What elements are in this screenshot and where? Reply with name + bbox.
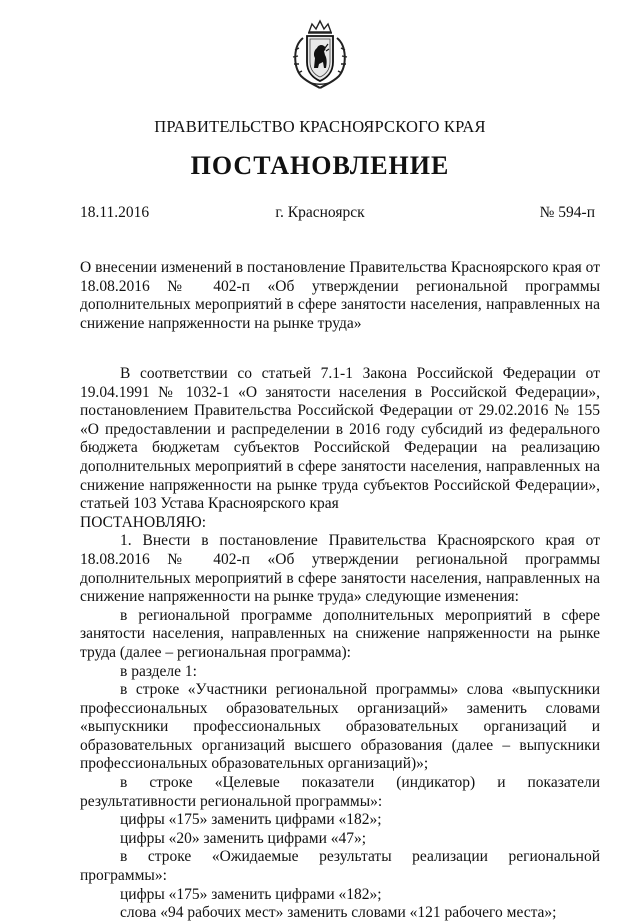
- krasnoyarsk-coat-of-arms-icon: [289, 18, 351, 92]
- body-paragraph: цифры «20» заменить цифрами «47»;: [120, 829, 367, 847]
- body-paragraph: в строке «Участники региональной программы» слова «выпускники профессиональных образовательных организаций» заменить словами «выпускники профессиональных образовательных организаций и образовательных организаций высшего образования (далее – выпускники профессиональных образовательных организаций)»;: [80, 681, 600, 773]
- body-paragraph: в разделе 1:: [120, 662, 197, 680]
- body-paragraph: в строке «Целевые показатели (индикатор) и показатели результативности региональной программы»:: [80, 774, 600, 810]
- document-type-title: ПОСТАНОВЛЕНИЕ: [190, 151, 450, 180]
- government-title: ПРАВИТЕЛЬСТВО КРАСНОЯРСКОГО КРАЯ: [154, 117, 486, 136]
- resolution-keyword: ПОСТАНОВЛЯЮ:: [80, 513, 207, 531]
- document-number: № 594-п: [539, 204, 595, 221]
- document-body: [80, 365, 600, 923]
- body-paragraph: в строке «Ожидаемые результаты реализации региональной программы»:: [80, 848, 600, 885]
- body-paragraph: В соответствии со статьей 7.1-1 Закона Российской Федерации от 19.04.1991 № 1032-1 «О занятости населения в Российской Федерации», постановлением Правительства Российской Федерации от 29.02.2016 № 155 «О предоставлении и распределении в 2016 году субсидий из федерального бюджета бюджетам субъектов Российской Федерации на реализацию дополнительных мероприятий в сфере занятости населения, направленных на снижение напряженности на рынке труда субъектов Российской Федерации», статьей 103 Устава Красноярского края: [80, 365, 600, 513]
- document-subject: О внесении изменений в постановление Правительства Красноярского края от 18.08.2016 № 402-п «Об утверждении региональной программы дополнительных мероприятий в сфере занятости населения, направленных на снижение напряженности на рынке труда»: [80, 259, 600, 332]
- body-paragraph: 1. Внести в постановление Правительства Красноярского края от 18.08.2016 № 402-п «Об утверждении региональной программы дополнительных мероприятий в сфере занятости населения, направленных на снижение напряженности на рынке труда» следующие изменения:: [80, 532, 600, 606]
- body-paragraph: слова «94 рабочих мест» заменить словами «121 рабочего места»;: [120, 904, 557, 922]
- body-paragraph: цифры «175» заменить цифрами «182»;: [120, 885, 382, 903]
- body-paragraph: цифры «175» заменить цифрами «182»;: [120, 811, 382, 829]
- document-date: 18.11.2016: [80, 204, 150, 221]
- document-city: г. Красноярск: [275, 204, 365, 221]
- body-paragraph: в региональной программе дополнительных мероприятий в сфере занятости населения, направленных на снижение напряженности на рынке труда (далее – региональная программа):: [80, 606, 600, 661]
